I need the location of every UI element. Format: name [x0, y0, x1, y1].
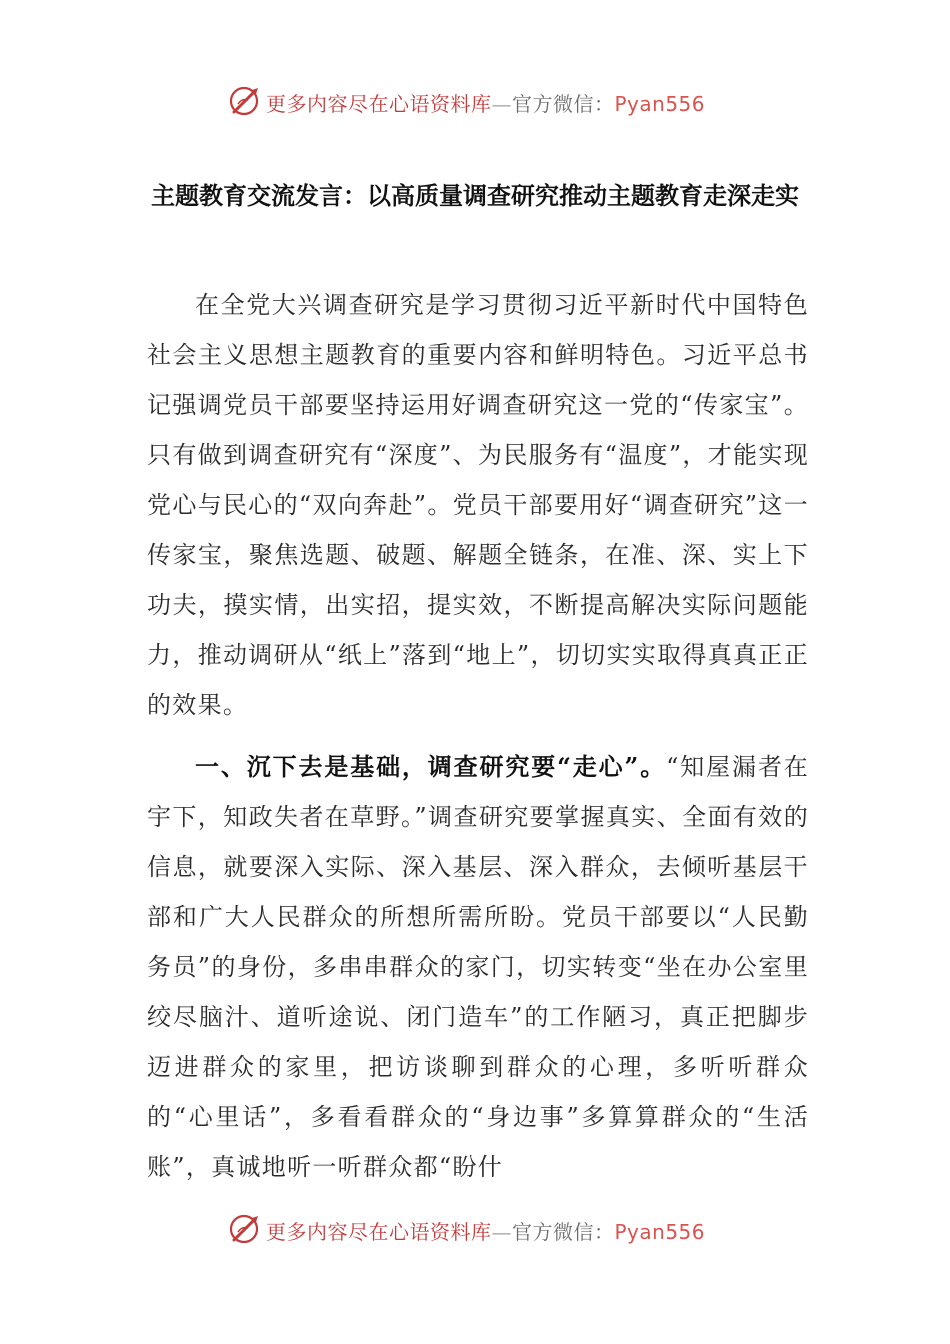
header-banner — [0, 82, 950, 122]
section-1-body: “知屋漏者在宇下，知政失者在草野。”调查研究要掌握真实、全面有效的信息，就要深入实际、深入基层、深入群众，去倾听基层干部和广大人民群众的所想所需所盼。党员干部要以“人民勤务员”的身份，多串串群众的家门，切实转变“坐在办公室里绞尽脑汁、道听途说、闭门造车”的工作陋习，真正把脚步迈进群众的家里，把访谈聊到群众的心理，多听听群众的“心里话”，多看看群众的“身边事”多算算群众的“生活账”，真诚地听一听群众都“盼什 — [147, 753, 809, 1181]
section-1-paragraph — [147, 742, 809, 1192]
section-1-heading: 一、沉下去是基础，调查研究要“走心”。 — [195, 752, 667, 781]
pen-logo-icon — [228, 84, 262, 118]
banner-text: 更多内容尽在心语资料库—官方微信：Pyan556 — [266, 92, 706, 116]
page-title: 主题教育交流发言：以高质量调查研究推动主题教育走深走实 — [151, 181, 799, 210]
banner-text: 更多内容尽在心语资料库—官方微信：Pyan556 — [266, 1220, 706, 1244]
intro-paragraph: 在全党大兴调查研究是学习贯彻习近平新时代中国特色社会主义思想主题教育的重要内容和鲜明特色。习近平总书记强调党员干部要坚持运用好调查研究这一党的“传家宝”。只有做到调查研究有“深度”、为民服务有“温度”，才能实现党心与民心的“双向奔赴”。党员干部要用好“调查研究”这一传家宝，聚焦选题、破题、解题全链条，在准、深、实上下功夫，摸实情，出实招，提实效，不断提高解决实际问题能力，推动调研从“纸上”落到“地上”，切切实实取得真真正正的效果。 — [147, 291, 809, 719]
footer-banner — [0, 1210, 950, 1250]
pen-logo-icon — [228, 1212, 262, 1246]
